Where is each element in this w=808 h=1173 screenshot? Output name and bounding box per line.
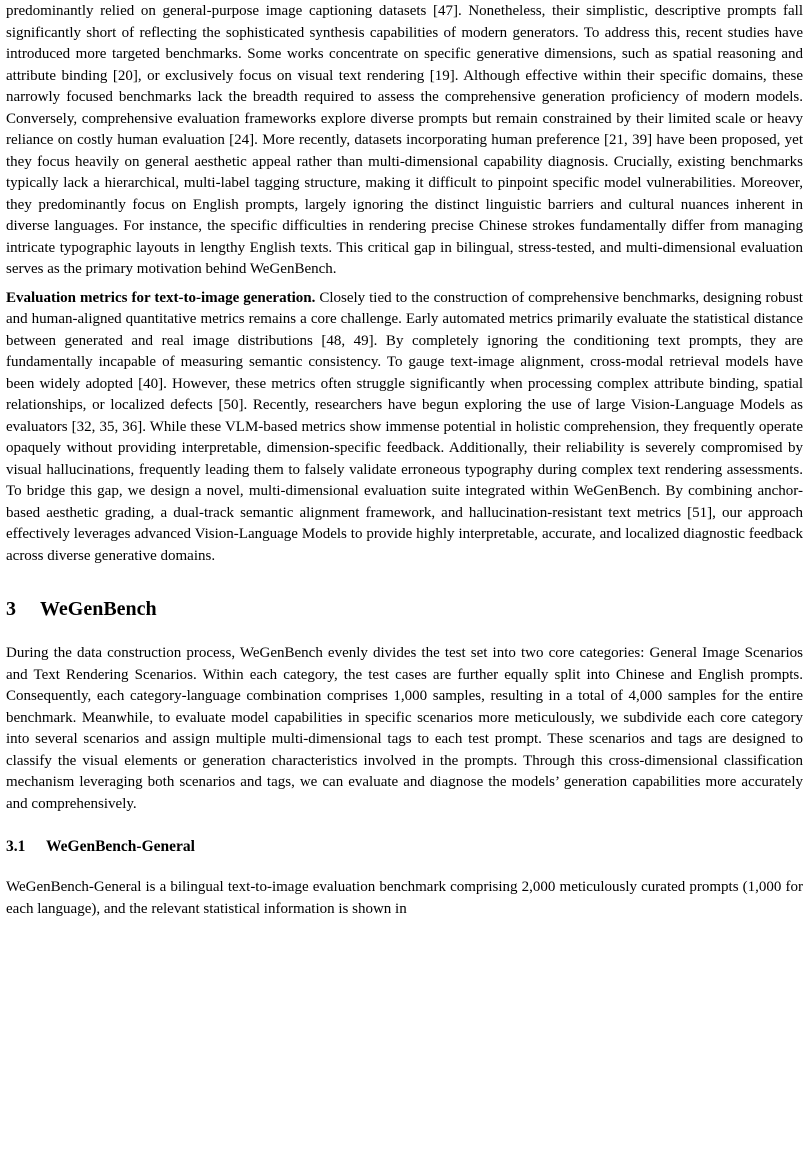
- evaluation-metrics-body: Closely tied to the construction of comprehensive benchmarks, designing robust and human-aligned quantitative metrics remains a core challenge. Early automated metrics primarily evaluate the statistical distance between generated and real image distributions [48, 49]. By completely ignoring the conditioning text prompts, they are fundamentally incapable of measuring semantic consistency. To gauge text-image alignment, cross-modal retrieval models have been widely adopted [40]. However, these metrics often struggle significantly when processing complex attribute binding, spatial relationships, or localized defects [50]. Recently, researchers have begun exploring the use of large Vision-Language Models as evaluators [32, 35, 36]. While these VLM-based metrics show immense potential in holistic comprehension, they frequently operate opaquely without providing interpretable, dimension-specific feedback. Additionally, their reliability is severely compromised by visual hallucinations, frequently leading them to falsely validate erroneous typography during complex text rendering assessments. To bridge this gap, we design a novel, multi-dimensional evaluation suite integrated within WeGenBench. By combining anchor-based aesthetic grading, a dual-track semantic alignment framework, and hallucination-resistant text metrics [51], our approach effectively leverages advanced Vision-Language Models to provide highly interpretable, accurate, and localized diagnostic feedback across diverse generative domains.: [6, 289, 803, 564]
- paragraph-general-intro: WeGenBench-General is a bilingual text-to-image evaluation benchmark comprising 2,000 meticulously curated prompts (1,000 for each language), and the relevant statistical information is shown in: [6, 879, 803, 917]
- paragraph-evaluation-metrics: [6, 288, 803, 568]
- subsection-heading: [6, 836, 803, 857]
- section-number: 3: [6, 598, 16, 620]
- paragraph-related-benchmarks: predominantly relied on general-purpose image captioning datasets [47]. Nonetheless, their simplistic, descriptive prompts fall significantly short of reflecting the sophisticated synthesis capabilities of modern generators. To address this, recent studies have introduced more targeted benchmarks. Some works concentrate on specific generative dimensions, such as spatial reasoning and attribute binding [20], or exclusively focus on visual text rendering [19]. Although effective within their specific domains, these narrowly focused benchmarks lack the breadth required to assess the comprehensive generation proficiency of modern models. Conversely, comprehensive evaluation frameworks explore diverse prompts but remain constrained by their limited scale or heavy reliance on costly human evaluation [24]. More recently, datasets incorporating human preference [21, 39] have been proposed, yet they focus heavily on general aesthetic appeal rather than multi-dimensional capability diagnosis. Crucially, existing benchmarks typically lack a hierarchical, multi-label tagging structure, making it difficult to pinpoint specific model vulnerabilities. Moreover, they predominantly focus on English prompts, largely ignoring the distinct linguistic barriers and cultural nuances inherent in diverse languages. For instance, the specific difficulties in rendering precise Chinese strokes fundamentally differ from managing intricate typographic layouts in lengthy English texts. This critical gap in bilingual, stress-tested, and multi-dimensional evaluation serves as the primary motivation behind WeGenBench.: [6, 3, 803, 277]
- subsection-title: WeGenBench-General: [46, 838, 195, 855]
- paragraph-wegenbench-intro: During the data construction process, WeGenBench evenly divides the test set into two core categories: General Image Scenarios and Text Rendering Scenarios. Within each category, the test cases are further equally split into Chinese and English prompts. Consequently, each category-language combination comprises 1,000 samples, resulting in a total of 4,000 samples for the entire benchmark. Meanwhile, to evaluate model capabilities in specific scenarios more meticulously, we subdivide each core category into several scenarios and assign multiple multi-dimensional tags to each test prompt. These scenarios and tags are designed to classify the visual elements or generation characteristics involved in the prompts. Through this cross-dimensional classification mechanism leveraging both scenarios and tags, we can evaluate and diagnose the models’ generation capabilities more accurately and comprehensively.: [6, 645, 803, 812]
- run-in-heading-evaluation-metrics: Evaluation metrics for text-to-image generation.: [6, 289, 316, 306]
- section-heading: [6, 596, 803, 622]
- section-title: WeGenBench: [40, 598, 157, 620]
- subsection-number: 3.1: [6, 838, 26, 855]
